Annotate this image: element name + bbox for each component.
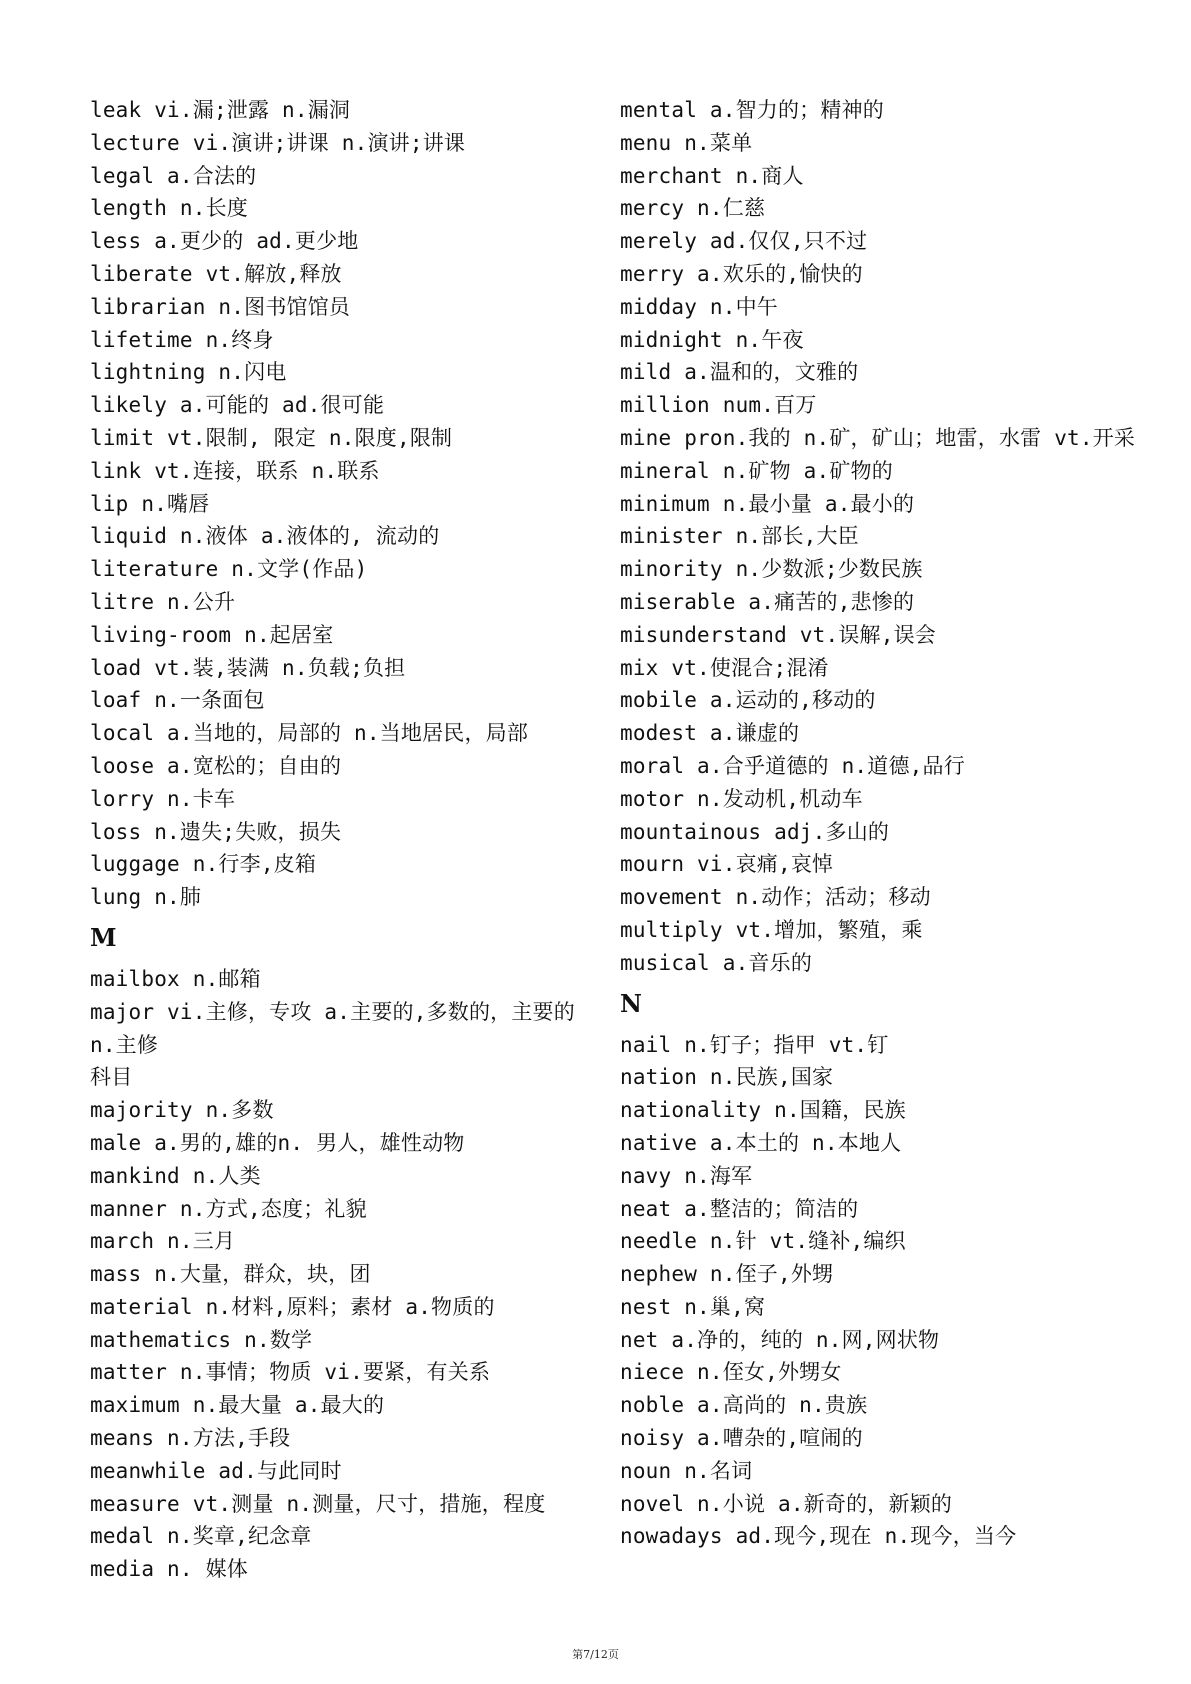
vocab-entry: mine pron.我的 n.矿，矿山；地雷，水雷 vt.开采 (620, 425, 1136, 450)
vocab-entry: media n. 媒体 (90, 1557, 248, 1582)
vocab-entry: majority n.多数 (90, 1098, 274, 1123)
vocab-entry: leak vi.漏;泄露 n.漏洞 (90, 98, 351, 122)
vocab-entry: mobile a.运动的,移动的 (620, 688, 876, 713)
vocab-entry: nephew n.侄子,外甥 (620, 1262, 834, 1287)
vocab-entry: likely a.可能的 ad.很可能 (90, 393, 385, 418)
section-heading-n: N (620, 988, 642, 1018)
page-number: 第7/12页 (572, 1648, 619, 1661)
vocab-entry: liberate vt.解放,释放 (90, 261, 342, 286)
vocab-entry: mercy n.仁慈 (620, 196, 766, 221)
vocab-entry: material n.材料,原料；素材 a.物质的 (90, 1294, 495, 1319)
vocab-entry: mourn vi.哀痛,哀悼 (620, 852, 834, 877)
vocab-entry: mass n.大量，群众，块，团 (90, 1262, 371, 1287)
vocab-entry: link vt.连接，联系 n.联系 (90, 458, 380, 483)
vocab-entry: niece n.侄女,外甥女 (620, 1360, 842, 1385)
vocab-entry: means n.方法,手段 (90, 1426, 291, 1451)
vocab-entry: mild a.温和的，文雅的 (620, 360, 859, 385)
vocab-entry: loose a.宽松的；自由的 (90, 753, 342, 778)
vocab-entry: litre n.公升 (90, 589, 236, 614)
vocab-entry: misunderstand vt.误解,误会 (620, 622, 936, 647)
vocab-entry: moral a.合乎道德的 n.道德,品行 (620, 753, 965, 778)
vocab-entry: mailbox n.邮箱 (90, 966, 261, 991)
vocab-entry: nation n.民族,国家 (620, 1065, 834, 1090)
vocab-entry: noisy a.嘈杂的,喧闹的 (620, 1426, 863, 1451)
vocab-entry: march n.三月 (90, 1229, 236, 1254)
vocab-entry: maximum n.最大量 a.最大的 (90, 1393, 385, 1418)
vocab-entry: navy n.海军 (620, 1163, 753, 1188)
vocab-entry: luggage n.行李,皮箱 (90, 852, 317, 877)
vocab-entry: nest n.巢,窝 (620, 1294, 766, 1319)
vocab-entry: mental a.智力的；精神的 (620, 98, 884, 122)
vocab-entry: lorry n.卡车 (90, 786, 236, 811)
vocab-entry: noun n.名词 (620, 1458, 753, 1483)
vocab-entry: neat a.整洁的；简洁的 (620, 1196, 859, 1221)
vocab-entry: literature n.文学(作品) (90, 557, 368, 582)
vocab-entry: length n.长度 (90, 196, 248, 221)
vocab-entry: merchant n.商人 (620, 163, 804, 188)
vocab-entry: minority n.少数派;少数民族 (620, 557, 923, 582)
vocab-entry: measure vt.测量 n.测量，尺寸，措施，程度 (90, 1491, 546, 1516)
vocab-entry: lecture vi.演讲;讲课 n.演讲;讲课 (90, 130, 466, 155)
vocab-entry: minister n.部长,大臣 (620, 524, 859, 549)
vocab-entry: mankind n.人类 (90, 1163, 261, 1188)
vocab-entry: merely ad.仅仅,只不过 (620, 229, 868, 254)
vocab-entry: 科目 (90, 1065, 133, 1090)
vocab-entry: local a.当地的，局部的 n.当地居民，局部 (90, 721, 529, 746)
vocab-entry: nationality n.国籍，民族 (620, 1098, 906, 1123)
vocab-entry: librarian n.图书馆馆员 (90, 294, 351, 319)
vocab-entry: lung n.肺 (90, 885, 202, 910)
vocab-entry: net a.净的，纯的 n.网,网状物 (620, 1327, 940, 1352)
vocab-entry: manner n.方式,态度；礼貌 (90, 1196, 367, 1221)
vocab-entry: living-room n.起居室 (90, 622, 334, 647)
right-column (620, 94, 1140, 1553)
vocab-entry: limit vt.限制, 限定 n.限度,限制 (90, 425, 453, 450)
vocab-entry: noble a.高尚的 n.贵族 (620, 1393, 868, 1418)
vocab-entry: native a.本土的 n.本地人 (620, 1130, 902, 1155)
vocab-entry: mix vt.使混合;混淆 (620, 655, 829, 680)
vocab-entry: midnight n.午夜 (620, 327, 804, 352)
vocab-entry: mountainous adj.多山的 (620, 819, 890, 844)
section-heading-m: M (90, 922, 117, 952)
vocab-entry: novel n.小说 a.新奇的，新颖的 (620, 1491, 953, 1516)
vocab-entry: miserable a.痛苦的,悲惨的 (620, 589, 915, 614)
vocab-entry: nowadays ad.现今,现在 n.现今，当今 (620, 1524, 1017, 1549)
vocab-entry: movement n.动作；活动；移动 (620, 885, 931, 910)
vocab-entry: mathematics n.数学 (90, 1327, 313, 1352)
vocab-entry: menu n.菜单 (620, 130, 753, 155)
vocab-entry: multiply vt.增加，繁殖，乘 (620, 917, 923, 942)
vocab-entry: lifetime n.终身 (90, 327, 274, 352)
vocab-entry: lightning n.闪电 (90, 360, 287, 385)
vocab-entry: musical a.音乐的 (620, 950, 813, 975)
vocab-entry: male a.男的,雄的n. 男人，雄性动物 (90, 1130, 465, 1155)
vocab-entry: medal n.奖章,纪念章 (90, 1524, 312, 1549)
vocab-entry: mineral n.矿物 a.矿物的 (620, 458, 893, 483)
vocab-entry: loaf n.一条面包 (90, 688, 265, 713)
left-column (90, 94, 595, 1586)
vocab-entry: midday n.中午 (620, 294, 778, 319)
vocab-entry: needle n.针 vt.缝补,编织 (620, 1229, 906, 1254)
vocab-entry: legal a.合法的 (90, 163, 257, 188)
vocab-entry: load vt.装,装满 n.负载;负担 (90, 655, 406, 680)
vocab-entry: loss n.遗失;失败，损失 (90, 819, 342, 844)
vocab-entry: major vi.主修，专攻 a.主要的,多数的，主要的 n.主修 (90, 999, 575, 1057)
vocab-entry: million num.百万 (620, 393, 817, 418)
vocab-entry: nail n.钉子；指甲 vt.钉 (620, 1032, 889, 1057)
vocab-entry: merry a.欢乐的,愉快的 (620, 261, 863, 286)
vocab-entry: liquid n.液体 a.液体的, 流动的 (90, 524, 440, 549)
vocab-entry: matter n.事情；物质 vi.要紧，有关系 (90, 1360, 491, 1385)
vocab-entry: motor n.发动机,机动车 (620, 786, 863, 811)
vocab-entry: meanwhile ad.与此同时 (90, 1458, 342, 1483)
vocab-entry: modest a.谦虚的 (620, 721, 800, 746)
vocab-entry: lip n.嘴唇 (90, 491, 210, 516)
vocab-entry: less a.更少的 ad.更少地 (90, 229, 359, 254)
vocab-entry: minimum n.最小量 a.最小的 (620, 491, 915, 516)
